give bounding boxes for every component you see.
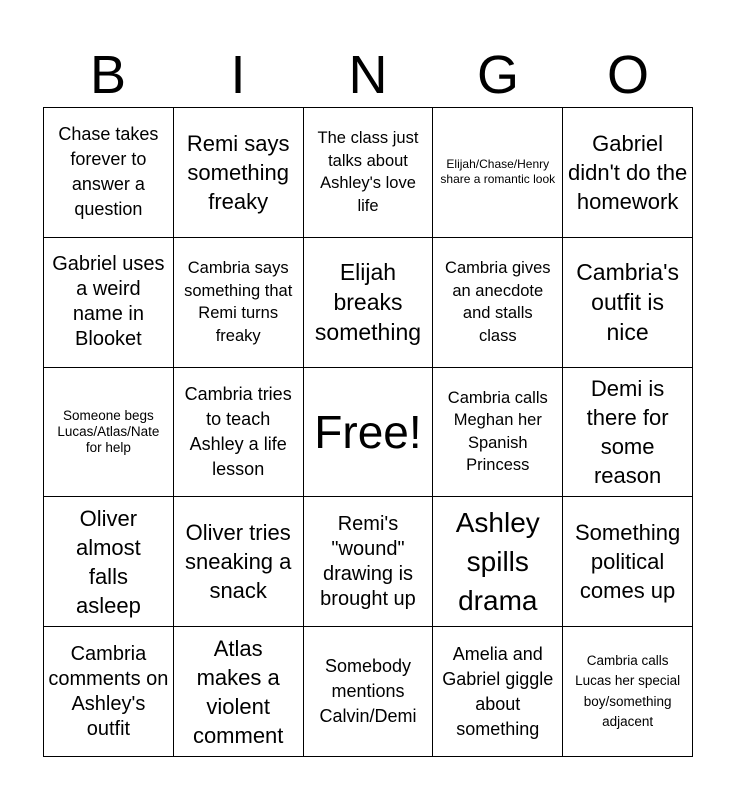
free-space[interactable] [304, 368, 434, 498]
cell-text: Remi's "wound" drawing is brought up [320, 512, 416, 610]
cell-text: Cambria's outfit is nice [576, 259, 679, 346]
header-letter-n: N [348, 45, 388, 105]
cell-text: Amelia and Gabriel giggle about something [442, 643, 554, 739]
bingo-cell[interactable] [304, 497, 434, 627]
bingo-cell[interactable] [433, 497, 563, 627]
cell-text: Somebody mentions Calvin/Demi [319, 656, 417, 727]
bingo-cell[interactable] [44, 627, 174, 757]
bingo-cell[interactable] [304, 108, 434, 238]
header-letter-i: I [230, 45, 246, 105]
bingo-cell[interactable] [174, 627, 304, 757]
header-letter-g: G [476, 45, 519, 105]
cell-text: Elijah/Chase/Henry share a romantic look [440, 157, 556, 187]
cell-text: Gabriel didn't do the homework [568, 130, 688, 214]
bingo-cell[interactable] [304, 238, 434, 368]
bingo-cell[interactable] [433, 238, 563, 368]
bingo-cell[interactable] [563, 627, 693, 757]
bingo-cell[interactable] [563, 108, 693, 238]
bingo-cell[interactable] [563, 368, 693, 498]
bingo-cell[interactable] [44, 368, 174, 498]
cell-text: Cambria calls Lucas her special boy/something adjacent [575, 652, 681, 730]
bingo-cell[interactable] [174, 238, 304, 368]
bingo-cell[interactable] [44, 497, 174, 627]
bingo-cell[interactable] [44, 108, 174, 238]
cell-text: Cambria gives an anecdote and stalls class [445, 259, 551, 345]
bingo-cell[interactable] [563, 238, 693, 368]
bingo-cell[interactable] [174, 497, 304, 627]
bingo-header [43, 44, 693, 106]
cell-text: Something political comes up [575, 520, 681, 604]
bingo-grid [43, 107, 693, 757]
cell-text: Elijah breaks something [314, 259, 422, 346]
cell-text: Cambria calls Meghan her Spanish Princess [447, 388, 548, 475]
bingo-cell[interactable] [44, 238, 174, 368]
cell-text: Cambria tries to teach Ashley a life lesson [184, 383, 292, 479]
cell-text: Remi says something freaky [186, 130, 290, 214]
bingo-cell[interactable] [563, 497, 693, 627]
header-letter-b: B [89, 45, 127, 105]
cell-text: Atlas makes a violent comment [192, 635, 284, 748]
cell-text: Cambria says something that Remi turns freaky [184, 259, 293, 345]
cell-text: The class just talks about Ashley's love life [317, 129, 419, 215]
bingo-cell[interactable] [174, 108, 304, 238]
bingo-cell[interactable] [433, 627, 563, 757]
cell-text: Someone begs Lucas/Atlas/Nate for help [57, 407, 160, 455]
bingo-cell[interactable] [174, 368, 304, 498]
cell-text: Ashley spills drama [455, 507, 540, 617]
header-letter-o: O [606, 45, 649, 105]
cell-text: Oliver almost falls asleep [75, 505, 141, 618]
bingo-cell[interactable] [433, 108, 563, 238]
free-space-label: Free! [314, 405, 422, 458]
bingo-cell[interactable] [304, 627, 434, 757]
cell-text: Gabriel uses a weird name in Blooket [52, 253, 165, 351]
cell-text: Demi is there for some reason [586, 375, 669, 488]
cell-text: Chase takes forever to answer a question [58, 124, 159, 220]
cell-text: Cambria comments on Ashley's outfit [48, 642, 169, 740]
bingo-cell[interactable] [433, 368, 563, 498]
cell-text: Oliver tries sneaking a snack [184, 520, 292, 604]
